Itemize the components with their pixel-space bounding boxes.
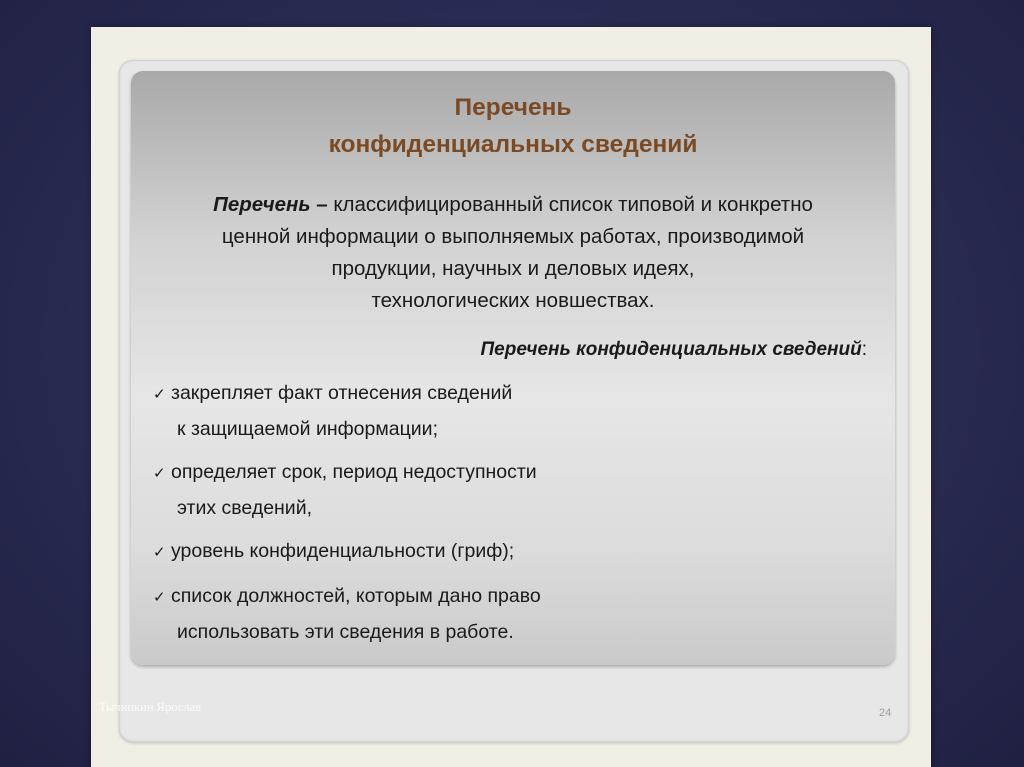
bullet-line1: уровень конфиденциальности (гриф); — [171, 540, 515, 562]
slide-title-line1: Перечень — [454, 94, 572, 121]
definition-line2: ценной информации о выполняемых работах, производимой — [221, 225, 805, 248]
bullet-line1: закрепляет факт отнесения сведений — [171, 382, 513, 404]
list-subheading-colon: : — [861, 339, 867, 360]
definition-term: Перечень – — [213, 193, 328, 216]
page-number: 24 — [879, 707, 892, 719]
list-item — [153, 376, 853, 446]
checkmark-icon: ✓ — [153, 544, 166, 561]
list-item — [153, 455, 853, 525]
list-subheading — [480, 336, 867, 364]
definition-paragraph — [131, 189, 895, 317]
content-card — [131, 71, 895, 665]
list-item — [153, 579, 853, 649]
checkmark-icon: ✓ — [153, 589, 166, 606]
author-name: Тычинкин Ярослав — [99, 700, 202, 714]
bullet-line2: к защищаемой информации; — [177, 418, 438, 440]
checkmark-icon: ✓ — [153, 465, 166, 482]
slide-title-line2: конфиденциальных сведений — [328, 131, 698, 158]
bullet-line1: список должностей, которым дано право — [171, 585, 541, 607]
slide-frame — [91, 27, 931, 767]
list-item — [153, 534, 853, 570]
checkmark-icon: ✓ — [153, 386, 166, 403]
bullet-line1: определяет срок, период недоступности — [171, 461, 537, 483]
definition-line1: классифицированный список типовой и конкретно — [327, 193, 813, 216]
definition-line3: продукции, научных и деловых идеях, — [331, 257, 695, 280]
definition-line4: технологических новшествах. — [371, 289, 655, 312]
bullet-line2: этих сведений, — [177, 497, 313, 519]
list-subheading-text: Перечень конфиденциальных сведений — [480, 339, 862, 360]
bullet-list — [153, 376, 853, 658]
bullet-line2: использовать эти сведения в работе. — [177, 621, 514, 643]
